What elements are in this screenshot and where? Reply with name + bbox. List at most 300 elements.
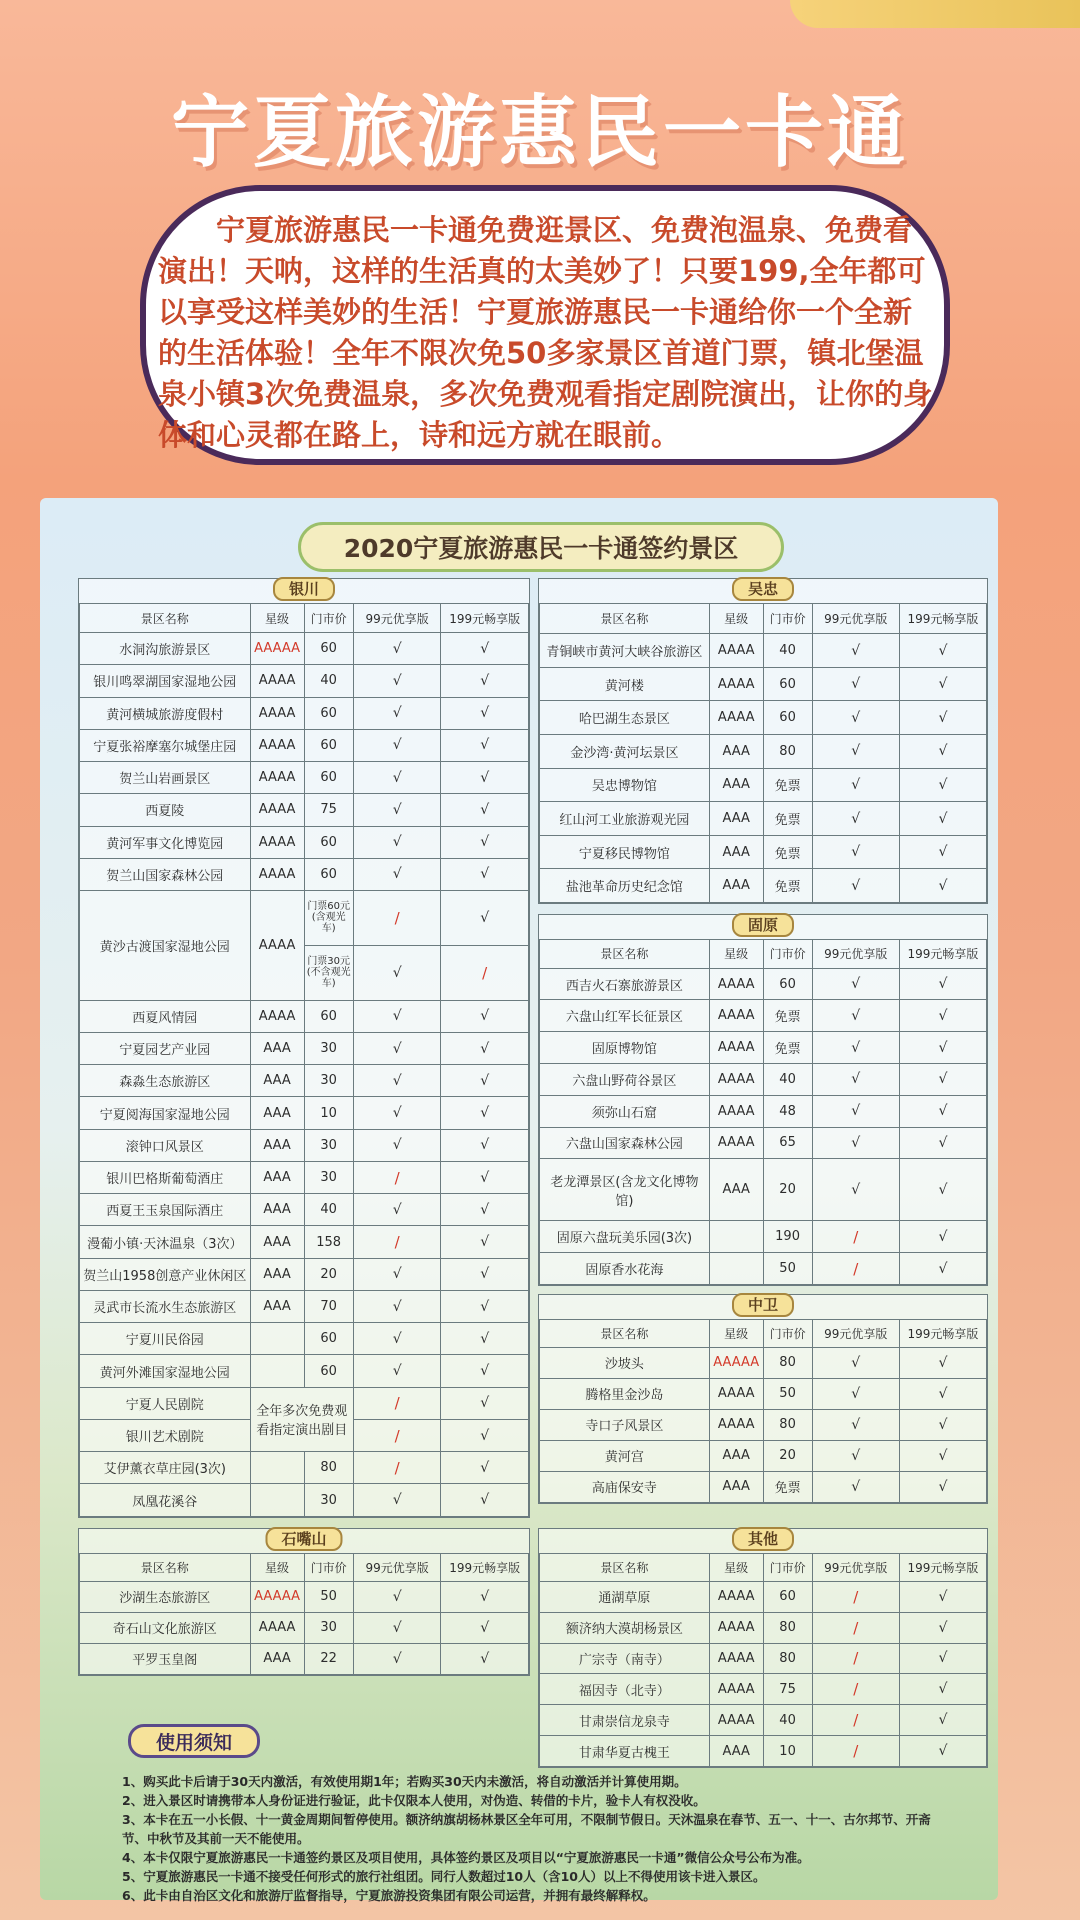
premium-pass: √ bbox=[441, 1484, 529, 1517]
ticket-price: 75 bbox=[304, 794, 353, 826]
spot-name: 贺兰山1958创意产业休闲区 bbox=[80, 1258, 251, 1290]
premium-pass: √ bbox=[899, 1064, 986, 1096]
star-rating: AAAA bbox=[709, 1378, 763, 1409]
basic-pass: √ bbox=[812, 1032, 899, 1064]
premium-pass: √ bbox=[441, 1581, 529, 1612]
section-tab-wuzhong: 吴忠 bbox=[732, 577, 794, 601]
table-row bbox=[80, 1226, 529, 1258]
ticket-price: 60 bbox=[304, 697, 353, 729]
ticket-price: 免票 bbox=[763, 869, 812, 903]
table-row bbox=[540, 1581, 987, 1612]
col-name-header: 景区名称 bbox=[540, 1320, 710, 1348]
table-row bbox=[540, 1032, 987, 1064]
ticket-price: 65 bbox=[763, 1127, 812, 1159]
basic-pass: √ bbox=[353, 1258, 441, 1290]
basic-pass: √ bbox=[353, 826, 441, 858]
premium-pass: √ bbox=[441, 1129, 529, 1161]
basic-pass: √ bbox=[353, 858, 441, 890]
ticket-price: 48 bbox=[763, 1095, 812, 1127]
section-other bbox=[538, 1528, 988, 1768]
ticket-price: 30 bbox=[304, 1612, 353, 1643]
section-tab-shizuishan: 石嘴山 bbox=[265, 1527, 342, 1551]
basic-pass: √ bbox=[353, 1643, 441, 1674]
table-row bbox=[80, 665, 529, 697]
spot-name: 银川艺术剧院 bbox=[80, 1419, 251, 1451]
ticket-price: 80 bbox=[763, 1643, 812, 1674]
basic-pass: √ bbox=[812, 735, 899, 769]
spot-name: 银川鸣翠湖国家湿地公园 bbox=[80, 665, 251, 697]
spot-name: 通湖草原 bbox=[540, 1581, 710, 1612]
col-star-header: 星级 bbox=[250, 604, 304, 633]
table-row bbox=[540, 869, 987, 903]
premium-pass: √ bbox=[899, 1674, 986, 1705]
spot-name: 银川巴格斯葡萄酒庄 bbox=[80, 1161, 251, 1193]
star-rating bbox=[250, 1452, 304, 1484]
premium-pass: √ bbox=[899, 1221, 986, 1253]
table-row bbox=[80, 1258, 529, 1290]
star-rating: AAAA bbox=[709, 1581, 763, 1612]
premium-pass: √ bbox=[899, 667, 986, 701]
premium-pass: √ bbox=[899, 1347, 986, 1378]
table-wuzhong bbox=[539, 603, 987, 903]
table-row bbox=[540, 1409, 987, 1440]
ticket-price: 75 bbox=[763, 1674, 812, 1705]
star-rating: AAAA bbox=[709, 1000, 763, 1032]
spot-name: 须弥山石窟 bbox=[540, 1095, 710, 1127]
spot-name: 宁夏张裕摩塞尔城堡庄园 bbox=[80, 729, 251, 761]
star-rating: AAAA bbox=[709, 1643, 763, 1674]
premium-pass: √ bbox=[899, 802, 986, 836]
table-row bbox=[80, 826, 529, 858]
star-rating: AAA bbox=[709, 735, 763, 769]
table-row bbox=[80, 1323, 529, 1355]
table-row bbox=[80, 697, 529, 729]
basic-pass: √ bbox=[812, 869, 899, 903]
ticket-price: 20 bbox=[304, 1258, 353, 1290]
table-header-row bbox=[540, 1320, 987, 1348]
premium-pass: √ bbox=[441, 633, 529, 665]
ticket-price: 免票 bbox=[763, 802, 812, 836]
spot-name: 宁夏移民博物馆 bbox=[540, 835, 710, 869]
ticket-price: 60 bbox=[763, 701, 812, 735]
spot-name: 黄河宫 bbox=[540, 1440, 710, 1471]
ticket-price: 30 bbox=[304, 1032, 353, 1064]
table-row bbox=[80, 858, 529, 890]
premium-pass: √ bbox=[899, 1612, 986, 1643]
table-row bbox=[80, 1065, 529, 1097]
page-title: 宁夏旅游惠民一卡通 bbox=[170, 88, 909, 178]
star-rating: AAAA bbox=[250, 891, 304, 1001]
star-rating: AAAA bbox=[709, 634, 763, 668]
basic-pass: / bbox=[353, 1419, 441, 1451]
premium-pass: √ bbox=[899, 768, 986, 802]
spot-name: 黄河横城旅游度假村 bbox=[80, 697, 251, 729]
table-row bbox=[80, 1355, 529, 1387]
table-guyuan bbox=[539, 939, 987, 1285]
premium-pass: √ bbox=[441, 1290, 529, 1322]
basic-pass: √ bbox=[812, 1064, 899, 1096]
ticket-price: 10 bbox=[304, 1097, 353, 1129]
col-premium-header: 199元畅享版 bbox=[899, 940, 986, 969]
premium-pass: √ bbox=[441, 1387, 529, 1419]
table-row bbox=[80, 794, 529, 826]
spot-name: 福因寺（北寺） bbox=[540, 1674, 710, 1705]
star-rating: AAAA bbox=[250, 826, 304, 858]
spot-name: 甘肃华夏古槐王 bbox=[540, 1736, 710, 1767]
ticket-price: 158 bbox=[304, 1226, 353, 1258]
table-row bbox=[80, 1097, 529, 1129]
premium-pass: √ bbox=[441, 1226, 529, 1258]
ticket-price: 60 bbox=[763, 1581, 812, 1612]
spot-name: 宁夏川民俗园 bbox=[80, 1323, 251, 1355]
basic-pass: √ bbox=[812, 1471, 899, 1502]
star-rating: AAAA bbox=[250, 1000, 304, 1032]
basic-pass: √ bbox=[353, 1323, 441, 1355]
star-rating: AAAA bbox=[709, 1705, 763, 1736]
basic-pass: / bbox=[812, 1581, 899, 1612]
premium-pass: √ bbox=[441, 762, 529, 794]
spot-name: 西夏风情园 bbox=[80, 1000, 251, 1032]
star-rating: AAAAA bbox=[250, 633, 304, 665]
ticket-price: 免票 bbox=[763, 1471, 812, 1502]
col-basic-header: 99元优享版 bbox=[812, 604, 899, 634]
table-row bbox=[80, 1290, 529, 1322]
col-name-header: 景区名称 bbox=[80, 1554, 251, 1582]
star-rating: AAA bbox=[709, 768, 763, 802]
star-rating: AAA bbox=[250, 1194, 304, 1226]
ticket-price: 60 bbox=[763, 667, 812, 701]
col-basic-header: 99元优享版 bbox=[812, 1320, 899, 1348]
table-row bbox=[540, 1736, 987, 1767]
premium-pass: √ bbox=[899, 1705, 986, 1736]
premium-pass: √ bbox=[899, 735, 986, 769]
table-row bbox=[540, 968, 987, 1000]
premium-pass: √ bbox=[899, 1471, 986, 1502]
spot-name: 水洞沟旅游景区 bbox=[80, 633, 251, 665]
table-row bbox=[540, 1440, 987, 1471]
table-row bbox=[80, 1643, 529, 1674]
table-row bbox=[80, 1387, 529, 1419]
star-rating bbox=[250, 1484, 304, 1517]
spot-name: 六盘山红军长征景区 bbox=[540, 1000, 710, 1032]
table-row bbox=[80, 1194, 529, 1226]
table-row bbox=[540, 1674, 987, 1705]
col-star-header: 星级 bbox=[709, 1320, 763, 1348]
table-row bbox=[540, 1221, 987, 1253]
basic-pass: √ bbox=[812, 1378, 899, 1409]
spot-name: 盐池革命历史纪念馆 bbox=[540, 869, 710, 903]
spot-name: 西夏王玉泉国际酒庄 bbox=[80, 1194, 251, 1226]
notice-item: 3、本卡在五一小长假、十一黄金周期间暂停使用。额济纳旗胡杨林景区全年可用，不限制节假日。天沐温泉在春节、五一、十一、古尔邦节、开斋 bbox=[122, 1812, 931, 1827]
ticket-price: 30 bbox=[304, 1129, 353, 1161]
premium-pass: √ bbox=[899, 1000, 986, 1032]
table-other bbox=[539, 1553, 987, 1767]
ticket-price: 80 bbox=[763, 1612, 812, 1643]
spot-name: 老龙潭景区(含龙文化博物馆) bbox=[540, 1159, 710, 1221]
basic-pass: √ bbox=[812, 1000, 899, 1032]
section-guyuan bbox=[538, 914, 988, 1286]
col-premium-header: 199元畅享版 bbox=[441, 1554, 529, 1582]
basic-pass: √ bbox=[812, 667, 899, 701]
star-rating: AAAA bbox=[250, 665, 304, 697]
premium-pass: √ bbox=[899, 1032, 986, 1064]
table-shizuishan bbox=[79, 1553, 529, 1675]
spot-name: 固原六盘玩美乐园(3次) bbox=[540, 1221, 710, 1253]
premium-pass: √ bbox=[441, 1419, 529, 1451]
section-shizuishan bbox=[78, 1528, 530, 1676]
star-rating bbox=[250, 1323, 304, 1355]
basic-pass: / bbox=[812, 1705, 899, 1736]
star-rating: AAAA bbox=[709, 701, 763, 735]
ticket-price: 80 bbox=[763, 1347, 812, 1378]
premium-pass: √ bbox=[441, 1452, 529, 1484]
ticket-price: 60 bbox=[304, 1000, 353, 1032]
premium-pass: √ bbox=[441, 1097, 529, 1129]
table-row bbox=[80, 1612, 529, 1643]
ticket-price: 22 bbox=[304, 1643, 353, 1674]
star-rating: AAA bbox=[250, 1161, 304, 1193]
basic-pass: √ bbox=[812, 1095, 899, 1127]
premium-pass: √ bbox=[899, 1159, 986, 1221]
table-row bbox=[540, 802, 987, 836]
star-rating bbox=[709, 1253, 763, 1285]
ticket-price: 80 bbox=[763, 735, 812, 769]
basic-pass: √ bbox=[812, 1409, 899, 1440]
table-header-row bbox=[540, 940, 987, 969]
ticket-price: 10 bbox=[763, 1736, 812, 1767]
premium-pass: √ bbox=[441, 1000, 529, 1032]
ticket-price: 60 bbox=[304, 729, 353, 761]
col-star-header: 星级 bbox=[709, 1554, 763, 1582]
spot-name: 六盘山野荷谷景区 bbox=[540, 1064, 710, 1096]
premium-pass: √ bbox=[899, 1409, 986, 1440]
star-rating: AAAA bbox=[250, 697, 304, 729]
basic-pass: √ bbox=[353, 794, 441, 826]
star-rating: AAA bbox=[250, 1258, 304, 1290]
basic-pass: √ bbox=[353, 1612, 441, 1643]
col-star-header: 星级 bbox=[709, 940, 763, 969]
table-row bbox=[540, 1643, 987, 1674]
col-price-header: 门市价 bbox=[763, 940, 812, 969]
star-rating bbox=[709, 1221, 763, 1253]
col-star-header: 星级 bbox=[709, 604, 763, 634]
spot-name: 寺口子风景区 bbox=[540, 1409, 710, 1440]
star-rating: AAAAA bbox=[709, 1347, 763, 1378]
spot-name: 宁夏园艺产业园 bbox=[80, 1032, 251, 1064]
col-name-header: 景区名称 bbox=[540, 940, 710, 969]
premium-pass: √ bbox=[441, 1612, 529, 1643]
ticket-price: 40 bbox=[763, 1064, 812, 1096]
ticket-price: 30 bbox=[304, 1484, 353, 1517]
star-rating: AAA bbox=[709, 1471, 763, 1502]
star-rating: AAAA bbox=[709, 1095, 763, 1127]
star-rating: AAAA bbox=[250, 729, 304, 761]
spot-name: 西吉火石寨旅游景区 bbox=[540, 968, 710, 1000]
basic-pass: √ bbox=[353, 1484, 441, 1517]
spot-name: 宁夏人民剧院 bbox=[80, 1387, 251, 1419]
basic-pass: √ bbox=[353, 945, 441, 1000]
notice-item: 2、进入景区时请携带本人身份证进行验证，此卡仅限本人使用，对伪造、转借的卡片，验卡人有权没收。 bbox=[122, 1793, 706, 1808]
spot-name: 黄河楼 bbox=[540, 667, 710, 701]
basic-pass: √ bbox=[812, 768, 899, 802]
col-price-header: 门市价 bbox=[763, 604, 812, 634]
basic-pass: √ bbox=[353, 1065, 441, 1097]
table-row bbox=[540, 1253, 987, 1285]
premium-pass: √ bbox=[899, 1253, 986, 1285]
table-row bbox=[80, 762, 529, 794]
basic-pass: √ bbox=[353, 729, 441, 761]
notice-item: 1、购买此卡后请于30天内激活，有效使用期1年；若购买30天内未激活，将自动激活并计算使用期。 bbox=[122, 1774, 687, 1789]
table-row bbox=[80, 1581, 529, 1612]
premium-pass: √ bbox=[441, 794, 529, 826]
ticket-price: 20 bbox=[763, 1159, 812, 1221]
spot-name: 金沙湾·黄河坛景区 bbox=[540, 735, 710, 769]
basic-pass: √ bbox=[812, 1127, 899, 1159]
table-row bbox=[540, 1127, 987, 1159]
ticket-price: 60 bbox=[304, 1355, 353, 1387]
section-yinchuan bbox=[78, 578, 530, 1518]
basic-pass: √ bbox=[812, 1440, 899, 1471]
col-premium-header: 199元畅享版 bbox=[899, 1554, 986, 1582]
premium-pass: √ bbox=[899, 1127, 986, 1159]
basic-pass: / bbox=[812, 1674, 899, 1705]
star-rating: AAA bbox=[709, 1736, 763, 1767]
star-rating: AAAA bbox=[709, 1612, 763, 1643]
col-price-header: 门市价 bbox=[763, 1554, 812, 1582]
table-header-row bbox=[540, 604, 987, 634]
basic-pass: / bbox=[353, 1387, 441, 1419]
premium-pass: √ bbox=[899, 1643, 986, 1674]
col-name-header: 景区名称 bbox=[80, 604, 251, 633]
ticket-price: 50 bbox=[763, 1378, 812, 1409]
table-row bbox=[80, 1000, 529, 1032]
ticket-price: 40 bbox=[763, 1705, 812, 1736]
star-rating: AAAA bbox=[250, 858, 304, 890]
notice-item: 5、宁夏旅游惠民一卡通不接受任何形式的旅行社组团。同行人数超过10人（含10人）以上不得使用该卡进入景区。 bbox=[122, 1869, 766, 1884]
col-price-header: 门市价 bbox=[304, 1554, 353, 1582]
premium-pass: √ bbox=[899, 869, 986, 903]
premium-pass: √ bbox=[441, 1194, 529, 1226]
spot-name: 沙湖生态旅游区 bbox=[80, 1581, 251, 1612]
star-rating: AAAA bbox=[709, 1674, 763, 1705]
spot-name: 平罗玉皇阁 bbox=[80, 1643, 251, 1674]
star-rating: AAAA bbox=[250, 1612, 304, 1643]
spot-name: 奇石山文化旅游区 bbox=[80, 1612, 251, 1643]
basic-pass: √ bbox=[353, 1032, 441, 1064]
ticket-price: 60 bbox=[304, 633, 353, 665]
star-rating: AAA bbox=[709, 869, 763, 903]
star-rating: AAA bbox=[250, 1065, 304, 1097]
ticket-price: 70 bbox=[304, 1290, 353, 1322]
col-name-header: 景区名称 bbox=[540, 604, 710, 634]
basic-pass: / bbox=[353, 1161, 441, 1193]
spot-name: 艾伊薰衣草庄园(3次) bbox=[80, 1452, 251, 1484]
star-rating: AAA bbox=[250, 1643, 304, 1674]
star-rating: AAA bbox=[709, 1440, 763, 1471]
table-row bbox=[80, 729, 529, 761]
basic-pass: √ bbox=[353, 1194, 441, 1226]
table-row bbox=[540, 835, 987, 869]
premium-pass: √ bbox=[441, 1643, 529, 1674]
basic-pass: √ bbox=[353, 633, 441, 665]
spot-name: 贺兰山岩画景区 bbox=[80, 762, 251, 794]
ticket-price: 40 bbox=[763, 634, 812, 668]
notice-list bbox=[122, 1772, 972, 1905]
premium-pass: √ bbox=[441, 891, 529, 946]
star-rating: AAA bbox=[250, 1032, 304, 1064]
spot-name: 宁夏阅海国家湿地公园 bbox=[80, 1097, 251, 1129]
star-rating: AAA bbox=[250, 1097, 304, 1129]
basic-pass: / bbox=[812, 1736, 899, 1767]
basic-pass: √ bbox=[812, 802, 899, 836]
ticket-price: 60 bbox=[763, 968, 812, 1000]
star-rating: AAAAA bbox=[250, 1581, 304, 1612]
spot-name: 黄沙古渡国家湿地公园 bbox=[80, 891, 251, 1001]
section-wuzhong bbox=[538, 578, 988, 904]
corner-decoration bbox=[790, 0, 1080, 28]
star-rating: AAAA bbox=[250, 762, 304, 794]
basic-pass: √ bbox=[812, 1159, 899, 1221]
table-row bbox=[80, 1452, 529, 1484]
premium-pass: √ bbox=[441, 697, 529, 729]
star-rating: AAAA bbox=[709, 667, 763, 701]
table-row bbox=[540, 1000, 987, 1032]
ticket-price: 60 bbox=[304, 826, 353, 858]
premium-pass: √ bbox=[441, 1323, 529, 1355]
ticket-price: 50 bbox=[304, 1581, 353, 1612]
theater-note: 全年多次免费观看指定演出剧目 bbox=[250, 1387, 353, 1452]
ticket-price: 40 bbox=[304, 665, 353, 697]
table-zhongwei bbox=[539, 1319, 987, 1503]
ticket-price: 门票30元(不含观光车) bbox=[304, 945, 353, 1000]
basic-pass: √ bbox=[353, 1290, 441, 1322]
premium-pass: √ bbox=[899, 1440, 986, 1471]
table-row bbox=[540, 1378, 987, 1409]
table-row bbox=[80, 1032, 529, 1064]
table-row bbox=[540, 667, 987, 701]
ticket-price: 免票 bbox=[763, 768, 812, 802]
star-rating: AAAA bbox=[709, 1064, 763, 1096]
intro-text: 宁夏旅游惠民一卡通免费逛景区、免费泡温泉、免费看演出！天呐，这样的生活真的太美妙了！只要199,全年都可以享受这样美妙的生活！宁夏旅游惠民一卡通给你一个全新的生活体验！全年不限次免50多家景区首道门票，镇北堡温泉小镇3次免费温泉，多次免费观看指定剧院演出，让你的身体和心灵都在路上，诗和远方就在眼前。 bbox=[158, 213, 933, 452]
col-basic-header: 99元优享版 bbox=[812, 1554, 899, 1582]
premium-pass: √ bbox=[899, 1378, 986, 1409]
spot-name: 黄河军事文化博览园 bbox=[80, 826, 251, 858]
ticket-price: 60 bbox=[304, 858, 353, 890]
basic-pass: √ bbox=[812, 1347, 899, 1378]
spot-name: 广宗寺（南寺） bbox=[540, 1643, 710, 1674]
table-header-row bbox=[80, 604, 529, 633]
spot-name: 灵武市长流水生态旅游区 bbox=[80, 1290, 251, 1322]
basic-pass: √ bbox=[812, 701, 899, 735]
table-row bbox=[540, 735, 987, 769]
ticket-price: 免票 bbox=[763, 1000, 812, 1032]
star-rating: AAA bbox=[250, 1226, 304, 1258]
star-rating: AAA bbox=[709, 835, 763, 869]
spot-name: 黄河外滩国家湿地公园 bbox=[80, 1355, 251, 1387]
ticket-price: 60 bbox=[304, 762, 353, 794]
star-rating: AAAA bbox=[709, 1127, 763, 1159]
spot-name: 青铜峡市黄河大峡谷旅游区 bbox=[540, 634, 710, 668]
star-rating: AAA bbox=[709, 802, 763, 836]
basic-pass: √ bbox=[353, 1097, 441, 1129]
star-rating: AAAA bbox=[709, 1032, 763, 1064]
table-row bbox=[540, 1705, 987, 1736]
premium-pass: √ bbox=[899, 1736, 986, 1767]
table-row bbox=[540, 1159, 987, 1221]
premium-pass: √ bbox=[441, 1032, 529, 1064]
table-row bbox=[80, 1484, 529, 1517]
basic-pass: √ bbox=[353, 1581, 441, 1612]
